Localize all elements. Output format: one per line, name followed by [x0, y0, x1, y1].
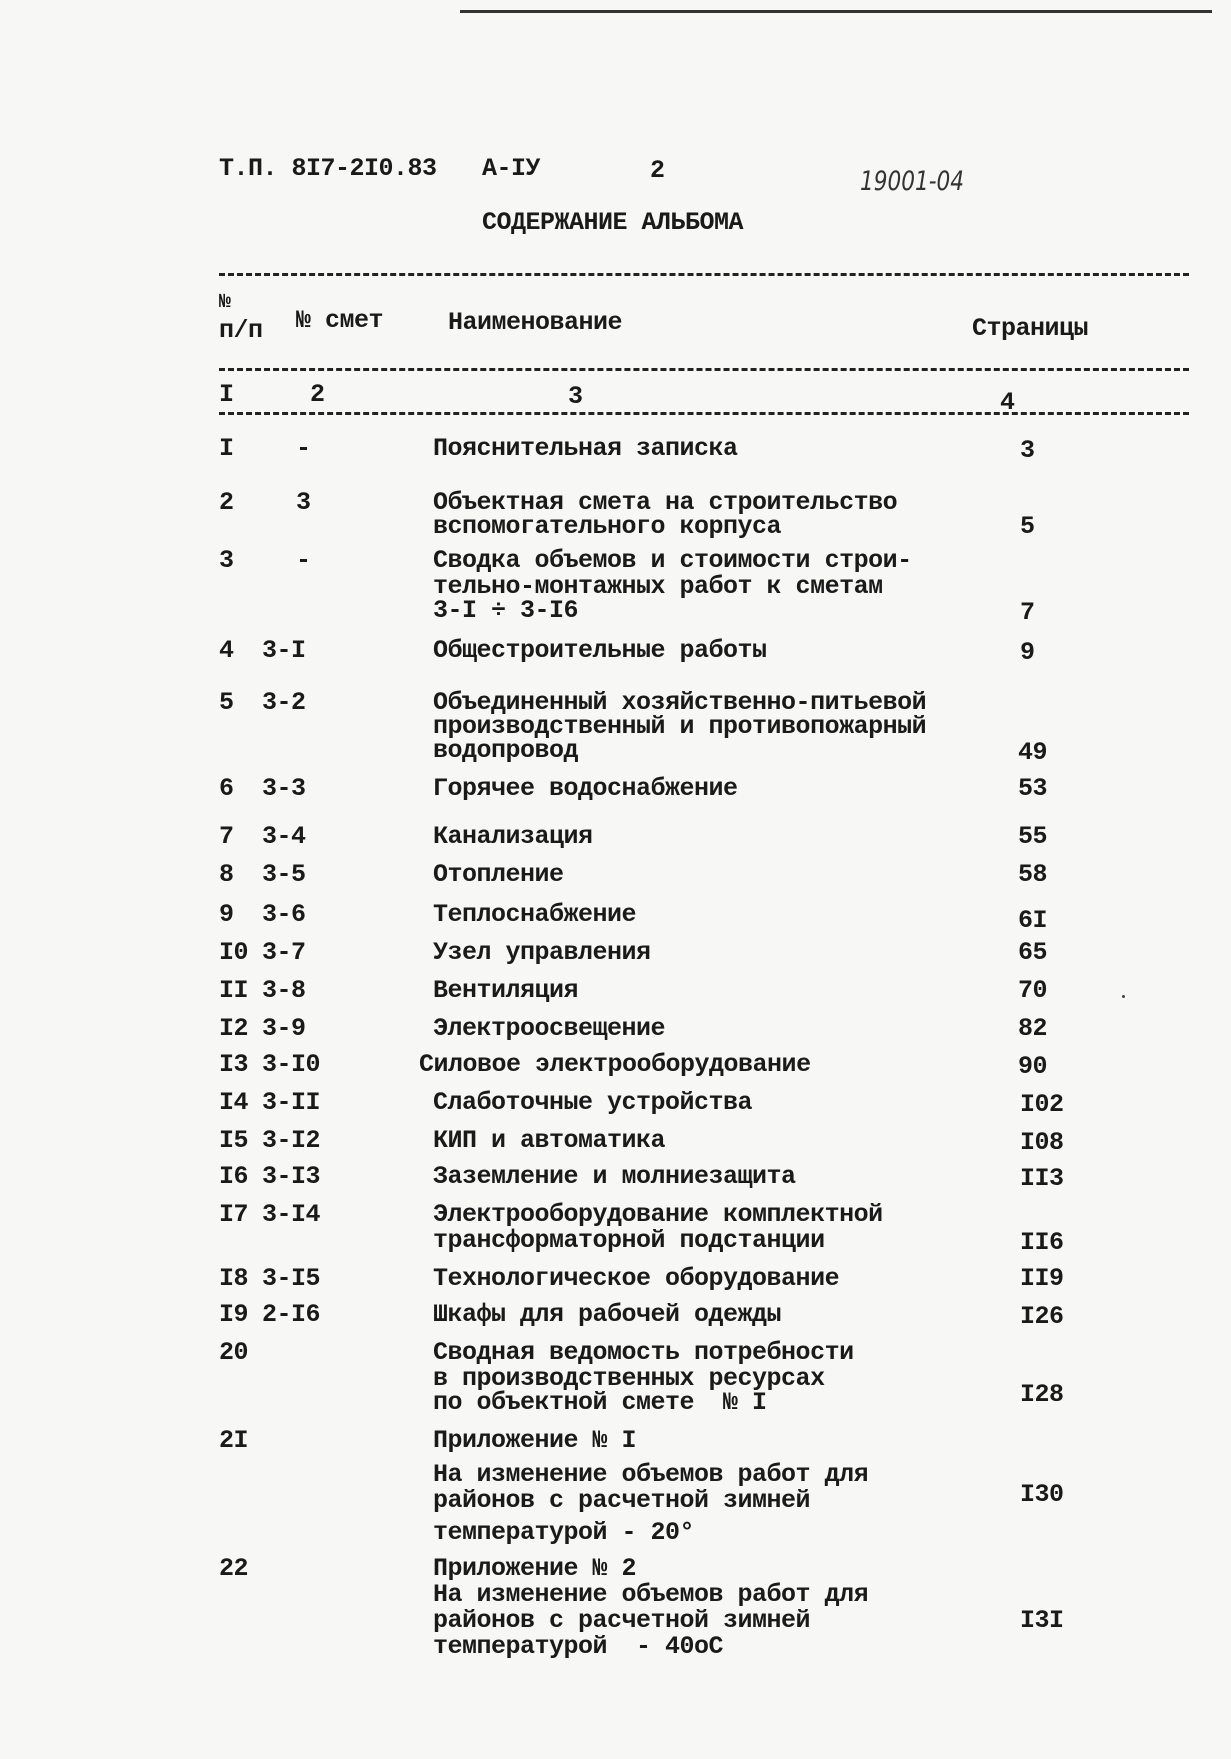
row-page: 82 [1018, 1014, 1048, 1043]
row-name-line: Силовое электрооборудование [419, 1050, 811, 1079]
row-page: 7 [1020, 598, 1035, 627]
row-number: I7 [219, 1200, 249, 1229]
row-name-line: Электрооборудование комплектной [433, 1200, 883, 1229]
row-name-line: КИП и автоматика [433, 1126, 666, 1155]
row-number: I0 [219, 938, 249, 967]
row-name-line: Электроосвещение [433, 1014, 666, 1043]
row-number: 8 [219, 860, 234, 889]
album-code: А-IУ [482, 154, 541, 183]
row-smeta: 3-I3 [262, 1162, 321, 1191]
row-name-line: Общестроительные работы [433, 636, 767, 665]
row-smeta: 3-I2 [262, 1126, 321, 1155]
row-smeta: 2-I6 [262, 1300, 321, 1329]
row-name-line: Теплоснабжение [433, 900, 637, 929]
row-page: I3I [1020, 1606, 1064, 1635]
col-index-3: 3 [568, 382, 583, 411]
row-page: 49 [1018, 738, 1048, 767]
row-name-line: Отопление [433, 860, 564, 889]
col-smeta: № смет [296, 306, 384, 335]
row-page: 65 [1018, 938, 1048, 967]
top-border-line [460, 10, 1212, 13]
row-name-line: Слаботочные устройства [433, 1088, 753, 1117]
divider [219, 273, 1189, 276]
row-page: 53 [1018, 774, 1048, 803]
row-page: 55 [1018, 822, 1048, 851]
col-name: Наименование [448, 308, 623, 337]
row-name-line: 3-I ÷ 3-I6 [433, 596, 579, 625]
row-number: 20 [219, 1338, 249, 1367]
row-number: I6 [219, 1162, 249, 1191]
row-name-line: в производственных ресурсах [433, 1364, 825, 1393]
row-name-line: Заземление и молниезащита [433, 1162, 796, 1191]
row-number: 2I [219, 1426, 249, 1455]
row-name-line: водопровод [433, 736, 579, 765]
row-page: 58 [1018, 860, 1048, 889]
row-number: I5 [219, 1126, 249, 1155]
row-page: 5 [1020, 512, 1035, 541]
row-page: 90 [1018, 1052, 1048, 1081]
row-page: 9 [1020, 638, 1035, 667]
row-name-line: районов с расчетной зимней [433, 1606, 811, 1635]
row-name-line: Сводная ведомость потребности [433, 1338, 854, 1367]
row-smeta: 3-II [262, 1088, 321, 1117]
row-name-line: тельно-монтажных работ к сметам [433, 572, 883, 601]
row-number: II [219, 976, 249, 1005]
row-name-line: трансформаторной подстанции [433, 1226, 825, 1255]
row-name-line: Приложение № I [433, 1426, 637, 1455]
row-number: 7 [219, 822, 234, 851]
row-number: I [219, 434, 234, 463]
row-name-line: производственный и противопожарный [433, 712, 927, 741]
document-code: Т.П. 8I7-2I0.83 [219, 154, 437, 183]
row-name-line: Технологическое оборудование [433, 1264, 840, 1293]
row-smeta: 3-7 [262, 938, 306, 967]
row-smeta: 3-I5 [262, 1264, 321, 1293]
scan-speck [1122, 995, 1125, 998]
row-page: II3 [1020, 1164, 1064, 1193]
row-name-line: по объектной смете № I [433, 1388, 767, 1417]
row-smeta: - [296, 546, 311, 575]
row-smeta: 3-8 [262, 976, 306, 1005]
col-pages: Страницы [972, 314, 1089, 343]
row-number: I8 [219, 1264, 249, 1293]
row-name-line: Пояснительная записка [433, 434, 738, 463]
row-name-line: Канализация [433, 822, 593, 851]
row-name-line: Вентиляция [433, 976, 579, 1005]
row-page: 3 [1020, 436, 1035, 465]
row-smeta: 3-5 [262, 860, 306, 889]
row-name-line: На изменение объемов работ для [433, 1580, 869, 1609]
row-number: I3 [219, 1050, 249, 1079]
row-number: 5 [219, 688, 234, 717]
col-num-top: № [219, 291, 231, 314]
row-smeta: 3-3 [262, 774, 306, 803]
row-smeta: - [296, 434, 311, 463]
row-name-line: На изменение объемов работ для [433, 1460, 869, 1489]
row-name-line: Объектная смета на строительство [433, 488, 898, 517]
row-number: 4 [219, 636, 234, 665]
row-page: II9 [1020, 1264, 1064, 1293]
col-index-4: 4 [1000, 388, 1015, 417]
row-number: I9 [219, 1300, 249, 1329]
divider [219, 412, 1189, 415]
row-page: I30 [1020, 1480, 1064, 1509]
row-number: I4 [219, 1088, 249, 1117]
row-number: 9 [219, 900, 234, 929]
row-number: 22 [219, 1554, 249, 1583]
row-smeta: 3 [296, 488, 311, 517]
divider [219, 368, 1189, 371]
row-smeta: 3-4 [262, 822, 306, 851]
row-page: I26 [1020, 1302, 1064, 1331]
row-smeta: 3-I [262, 636, 306, 665]
row-number: 3 [219, 546, 234, 575]
row-smeta: 3-9 [262, 1014, 306, 1043]
row-smeta: 3-6 [262, 900, 306, 929]
row-page: II6 [1020, 1228, 1064, 1257]
handwritten-number: 19001-04 [860, 166, 964, 197]
row-page: I28 [1020, 1380, 1064, 1409]
row-name-line: вспомогательного корпуса [433, 512, 782, 541]
sheet-number: 2 [650, 156, 665, 185]
row-smeta: 3-I0 [262, 1050, 321, 1079]
col-index-1: I [219, 380, 234, 409]
col-num-bottom: п/п [219, 316, 263, 345]
row-page: 70 [1018, 976, 1048, 1005]
row-page: I08 [1020, 1128, 1064, 1157]
row-smeta: 3-I4 [262, 1200, 321, 1229]
page-title: СОДЕРЖАНИЕ АЛЬБОМА [482, 208, 744, 237]
row-name-line: Объединенный хозяйственно-питьевой [433, 688, 927, 717]
col-index-2: 2 [310, 380, 325, 409]
row-name-line: Узел управления [433, 938, 651, 967]
row-name-line: температурой - 40оС [433, 1632, 724, 1661]
row-name-line: Сводка объемов и стоимости строи- [433, 546, 912, 575]
row-page: I02 [1020, 1090, 1064, 1119]
row-name-line: Горячее водоснабжение [433, 774, 738, 803]
row-name-line: температурой - 20° [433, 1518, 695, 1547]
row-number: I2 [219, 1014, 249, 1043]
row-number: 6 [219, 774, 234, 803]
row-name-line: Шкафы для рабочей одежды [433, 1300, 782, 1329]
row-name-line: районов с расчетной зимней [433, 1486, 811, 1515]
row-page: 6I [1018, 906, 1048, 935]
row-smeta: 3-2 [262, 688, 306, 717]
row-number: 2 [219, 488, 234, 517]
row-name-line: Приложение № 2 [433, 1554, 637, 1583]
